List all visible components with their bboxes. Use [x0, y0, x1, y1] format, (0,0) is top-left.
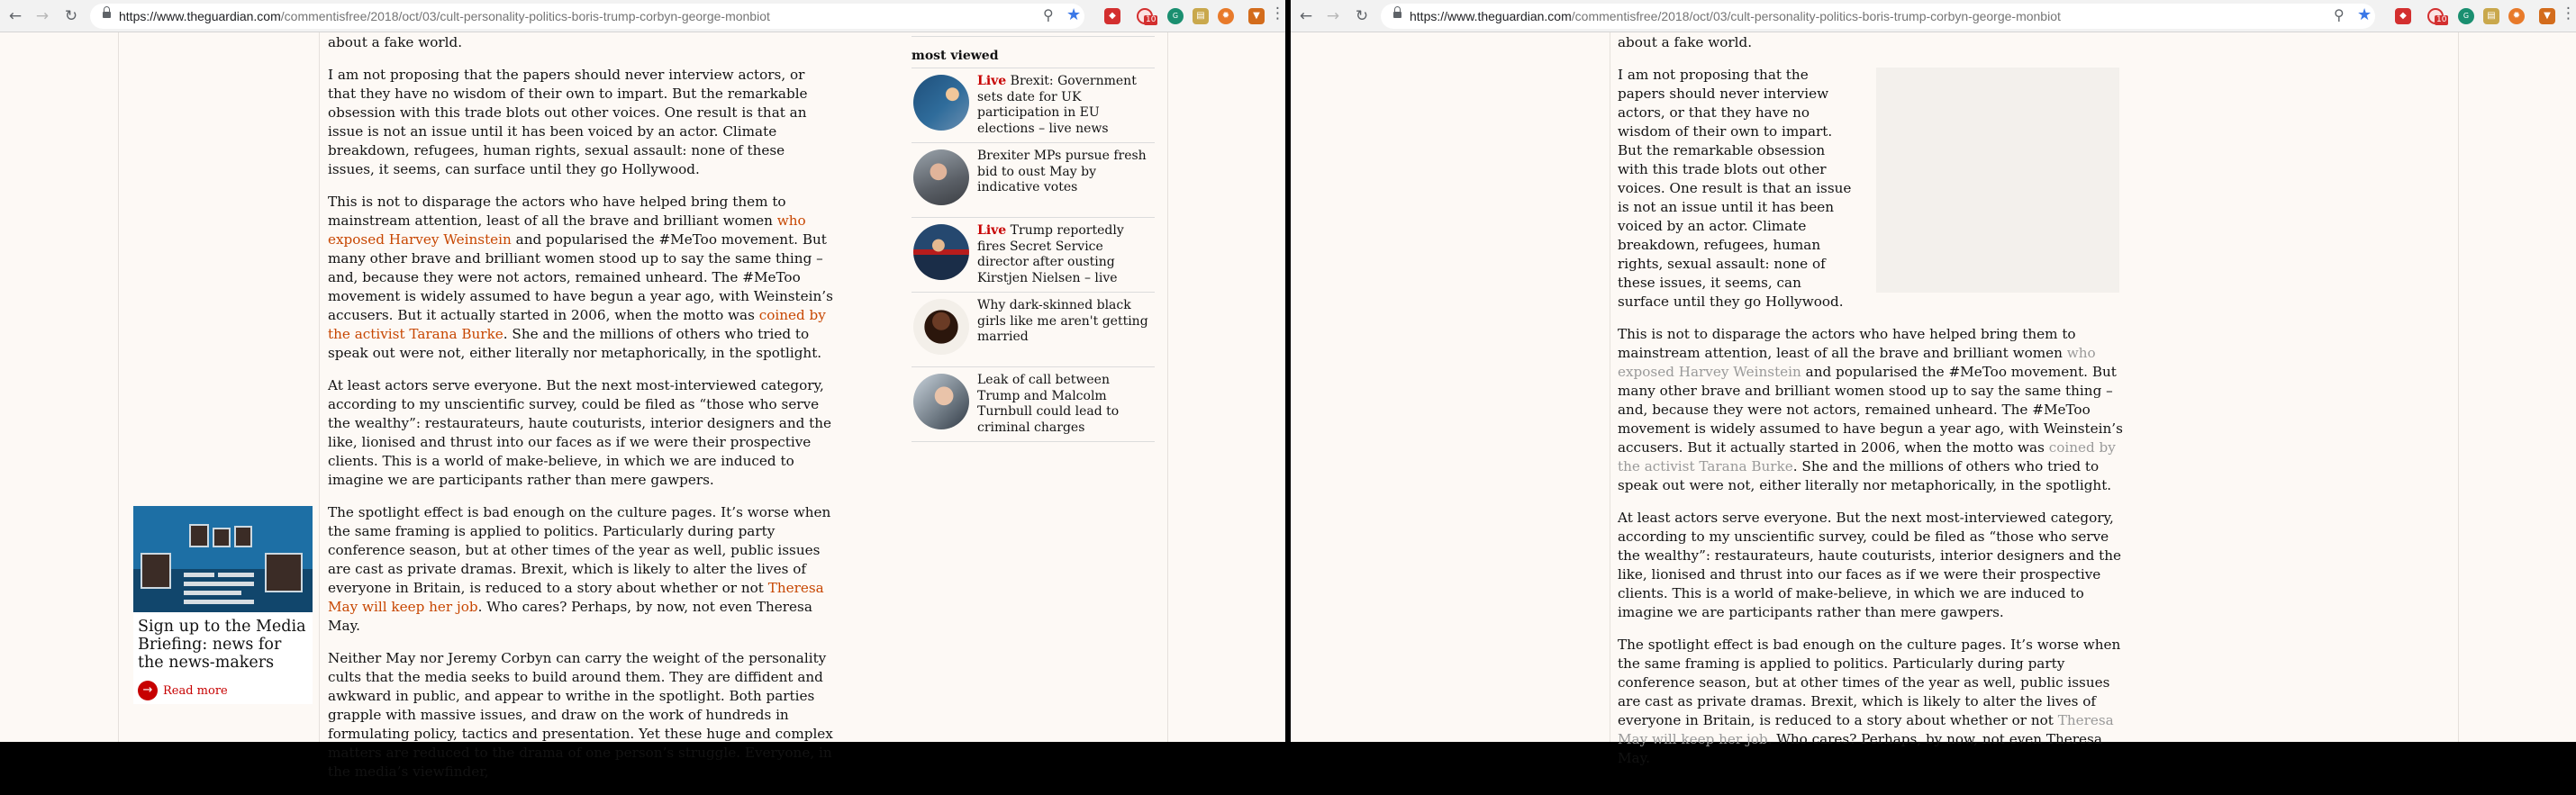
left-browser-window: [0, 0, 1285, 780]
thumbnail: [913, 374, 969, 429]
browser-menu-icon[interactable]: ⋮: [1270, 5, 1285, 23]
article-paragraph: Neither May nor Jeremy Corbyn can carry the weight of the personality cults that the media seeks to build around them. They are diffident and awkward in public, and appear to writhe in the spotlight. Both parties grapple with massive issues, and draw on the work of hundreds in formulating policy, tactics and presentation. Yet these huge and complex matters are reduced to the drama of one person’s struggle. Everyone, in the media’s viewfinder,: [328, 650, 833, 780]
extension-folder-icon[interactable]: ▤: [1193, 8, 1209, 24]
headline: Leak of call between Trump and Malcolm Turnbull could lead to criminal charges: [977, 373, 1120, 435]
browser-toolbar: [0, 0, 1285, 32]
article-body: [1618, 33, 2124, 781]
extension-record-icon[interactable]: 10: [2427, 8, 2444, 24]
thumbnail: [913, 75, 969, 131]
most-viewed-item[interactable]: [912, 217, 1155, 292]
extension-folder-icon[interactable]: ▤: [2483, 8, 2499, 24]
url-text: https://www.theguardian.com/commentisfree/2018/oct/03/cult-personality-politics-boris-trump-corbyn-george-monbiot: [1410, 9, 2061, 23]
live-label: Live: [977, 74, 1007, 88]
article-paragraph: The spotlight effect is bad enough on the culture pages. It’s worse when the same framing is applied to politics. Particularly during party conference season, but at other times of the year as well, public issues are cast as private dramas. Brexit, which is likely to alter the lives of everyone in Britain, is reduced to a story about whether or not Theresa May will keep her job. Who cares? Perhaps, by now, not even Theresa May.: [1618, 637, 2121, 766]
forward-icon[interactable]: →: [1326, 7, 1340, 25]
article-paragraph: This is not to disparage the actors who have helped bring them to mainstream attention, least of all the brave and brilliant women who exposed Harvey Weinstein and popularised the #MeToo movement. But many other brave and brilliant women stood up to say the same thing – and, because they were not actors, remained unheard. The #MeToo movement is widely assumed to have begun a year ago, with Weinstein’s accusers. But it actually started in 2006, when the motto was coined by the activist Tarana Burke. She and the millions of others who tried to speak out were not, either literally nor metaphorically, in the spotlight.: [328, 194, 833, 361]
weinstein-link[interactable]: who exposed Harvey Weinstein: [328, 212, 806, 248]
article-body: [328, 33, 834, 795]
zoom-icon[interactable]: ⚲: [1043, 6, 1054, 23]
url-text: https://www.theguardian.com/commentisfree/2018/oct/03/cult-personality-politics-boris-trump-corbyn-george-monbiot: [119, 9, 770, 23]
reload-icon[interactable]: ↻: [1355, 7, 1369, 25]
weinstein-link[interactable]: who exposed Harvey Weinstein: [1618, 345, 2096, 380]
back-icon[interactable]: ←: [8, 7, 23, 25]
lock-icon: [103, 12, 111, 18]
browser-toolbar: [1291, 0, 2576, 32]
headline: Why dark-skinned black girls like me aren't getting married: [977, 298, 1148, 344]
thumbnail: [913, 299, 969, 355]
most-viewed-item[interactable]: [912, 142, 1155, 217]
read-more-label: Read more: [163, 683, 228, 698]
read-more-link[interactable]: [138, 681, 228, 700]
most-viewed-item[interactable]: [912, 292, 1155, 366]
headline: Brexit: Government sets date for UK participation in EU elections – live news: [977, 74, 1137, 136]
live-label: Live: [977, 223, 1007, 238]
column-guide: [118, 32, 119, 742]
column-guide: [319, 32, 320, 742]
article-paragraph: At least actors serve everyone. But the next most-interviewed category, according to my unscientific survey, could be filed as “those who serve the wealthy”: restaurateurs, haute couturists, interior designers and the like, lionised and thrust into our faces as if we were their prospective clients. This is a world of make-believe, in which we are induced to imagine we are participants rather than mere gawpers.: [328, 377, 832, 488]
article-paragraph: about a fake world.: [1618, 34, 1753, 50]
most-viewed-item[interactable]: [912, 366, 1155, 441]
media-briefing-promo[interactable]: [133, 506, 313, 704]
extension-record-icon[interactable]: 10: [1137, 8, 1153, 24]
article-paragraph: I am not proposing that the papers should never interview actors, or that they have no wisdom of their own to impart. But the remarkable obsession with this trade blots out other voices. One result is that an issue is not an issue until it has been voiced by an actor. Climate breakdown, refugees, human rights, sexual assault: none of these issues, it seems, can surface until they go Hollywood.: [1618, 67, 1852, 310]
most-viewed-panel: [912, 36, 1155, 442]
extension-fox-icon[interactable]: ▼: [2539, 8, 2555, 24]
address-bar[interactable]: [1381, 4, 2375, 29]
headline: Brexiter MPs pursue fresh bid to oust May by indicative votes: [977, 149, 1147, 194]
extension-gear-icon[interactable]: ✹: [1218, 8, 1234, 24]
column-guide: [1167, 32, 1168, 742]
most-viewed-item[interactable]: [912, 68, 1155, 142]
article-paragraph: about a fake world.: [328, 34, 463, 50]
extension-grammar-icon[interactable]: G: [1167, 8, 1184, 24]
back-icon[interactable]: ←: [1299, 7, 1313, 25]
bookmark-star-icon[interactable]: ★: [1066, 5, 1082, 24]
article-paragraph: The spotlight effect is bad enough on the culture pages. It’s worse when the same framing is applied to politics. Particularly during party conference season, but at other times of the year as well, public issues are cast as private dramas. Brexit, which is likely to alter the lives of everyone in Britain, is reduced to a story about whether or not Theresa May will keep her job. Who cares? Perhaps, by now, not even Theresa May.: [328, 504, 831, 634]
browser-menu-icon[interactable]: ⋮: [2561, 5, 2576, 23]
tarana-burke-link[interactable]: coined by the activist Tarana Burke: [328, 307, 826, 342]
thumbnail: [913, 149, 969, 205]
extension-shield-icon[interactable]: ◆: [2395, 8, 2411, 24]
extension-fox-icon[interactable]: ▼: [1248, 8, 1265, 24]
promo-image: [133, 506, 313, 612]
thumbnail: [913, 224, 969, 280]
zoom-icon[interactable]: ⚲: [2334, 6, 2345, 23]
tarana-burke-link[interactable]: coined by the activist Tarana Burke: [1618, 439, 2116, 474]
article-paragraph: I am not proposing that the papers should never interview actors, or that they have no wisdom of their own to impart. But the remarkable obsession with this trade blots out other voices. One result is that an issue is not an issue until it has been voiced by an actor. Climate breakdown, refugees, human rights, sexual assault: none of these issues, it seems, can surface until they go Hollywood.: [328, 67, 808, 177]
headline: Trump reportedly fires Secret Service director after ousting Kirstjen Nielsen – live: [977, 223, 1124, 285]
extension-grammar-icon[interactable]: G: [2458, 8, 2474, 24]
right-browser-window: [1291, 0, 2576, 766]
promo-title: Sign up to the Media Briefing: news for the news-makers: [138, 618, 306, 672]
forward-icon[interactable]: →: [35, 7, 50, 25]
address-bar[interactable]: [90, 4, 1084, 29]
arrow-right-icon: →: [138, 681, 158, 700]
lock-icon: [1393, 12, 1401, 18]
theresa-may-link[interactable]: Theresa May will keep her job: [1618, 712, 2114, 747]
extension-gear-icon[interactable]: ✹: [2508, 8, 2525, 24]
bookmark-star-icon[interactable]: ★: [2357, 5, 2372, 24]
article-paragraph: At least actors serve everyone. But the next most-interviewed category, according to my unscientific survey, could be filed as “those who serve the wealthy”: restaurateurs, haute couturists, interior designers and the like, lionised and thrust into our faces as if we were their prospective clients. This is a world of make-believe, in which we are induced to imagine we are participants rather than mere gawpers.: [1618, 510, 2122, 620]
extension-shield-icon[interactable]: ◆: [1104, 8, 1120, 24]
column-guide: [2458, 32, 2459, 742]
reload-icon[interactable]: ↻: [64, 7, 78, 25]
article-paragraph: This is not to disparage the actors who have helped bring them to mainstream attention, least of all the brave and brilliant women who exposed Harvey Weinstein and popularised the #MeToo movement. But many other brave and brilliant women stood up to say the same thing – and, because they were not actors, remained unheard. The #MeToo movement is widely assumed to have begun a year ago, with Weinstein’s accusers. But it actually started in 2006, when the motto was coined by the activist Tarana Burke. She and the millions of others who tried to speak out were not, either literally nor metaphorically, in the spotlight.: [1618, 326, 2123, 493]
theresa-may-link[interactable]: Theresa May will keep her job: [328, 580, 824, 615]
most-viewed-heading: most viewed: [912, 49, 999, 63]
